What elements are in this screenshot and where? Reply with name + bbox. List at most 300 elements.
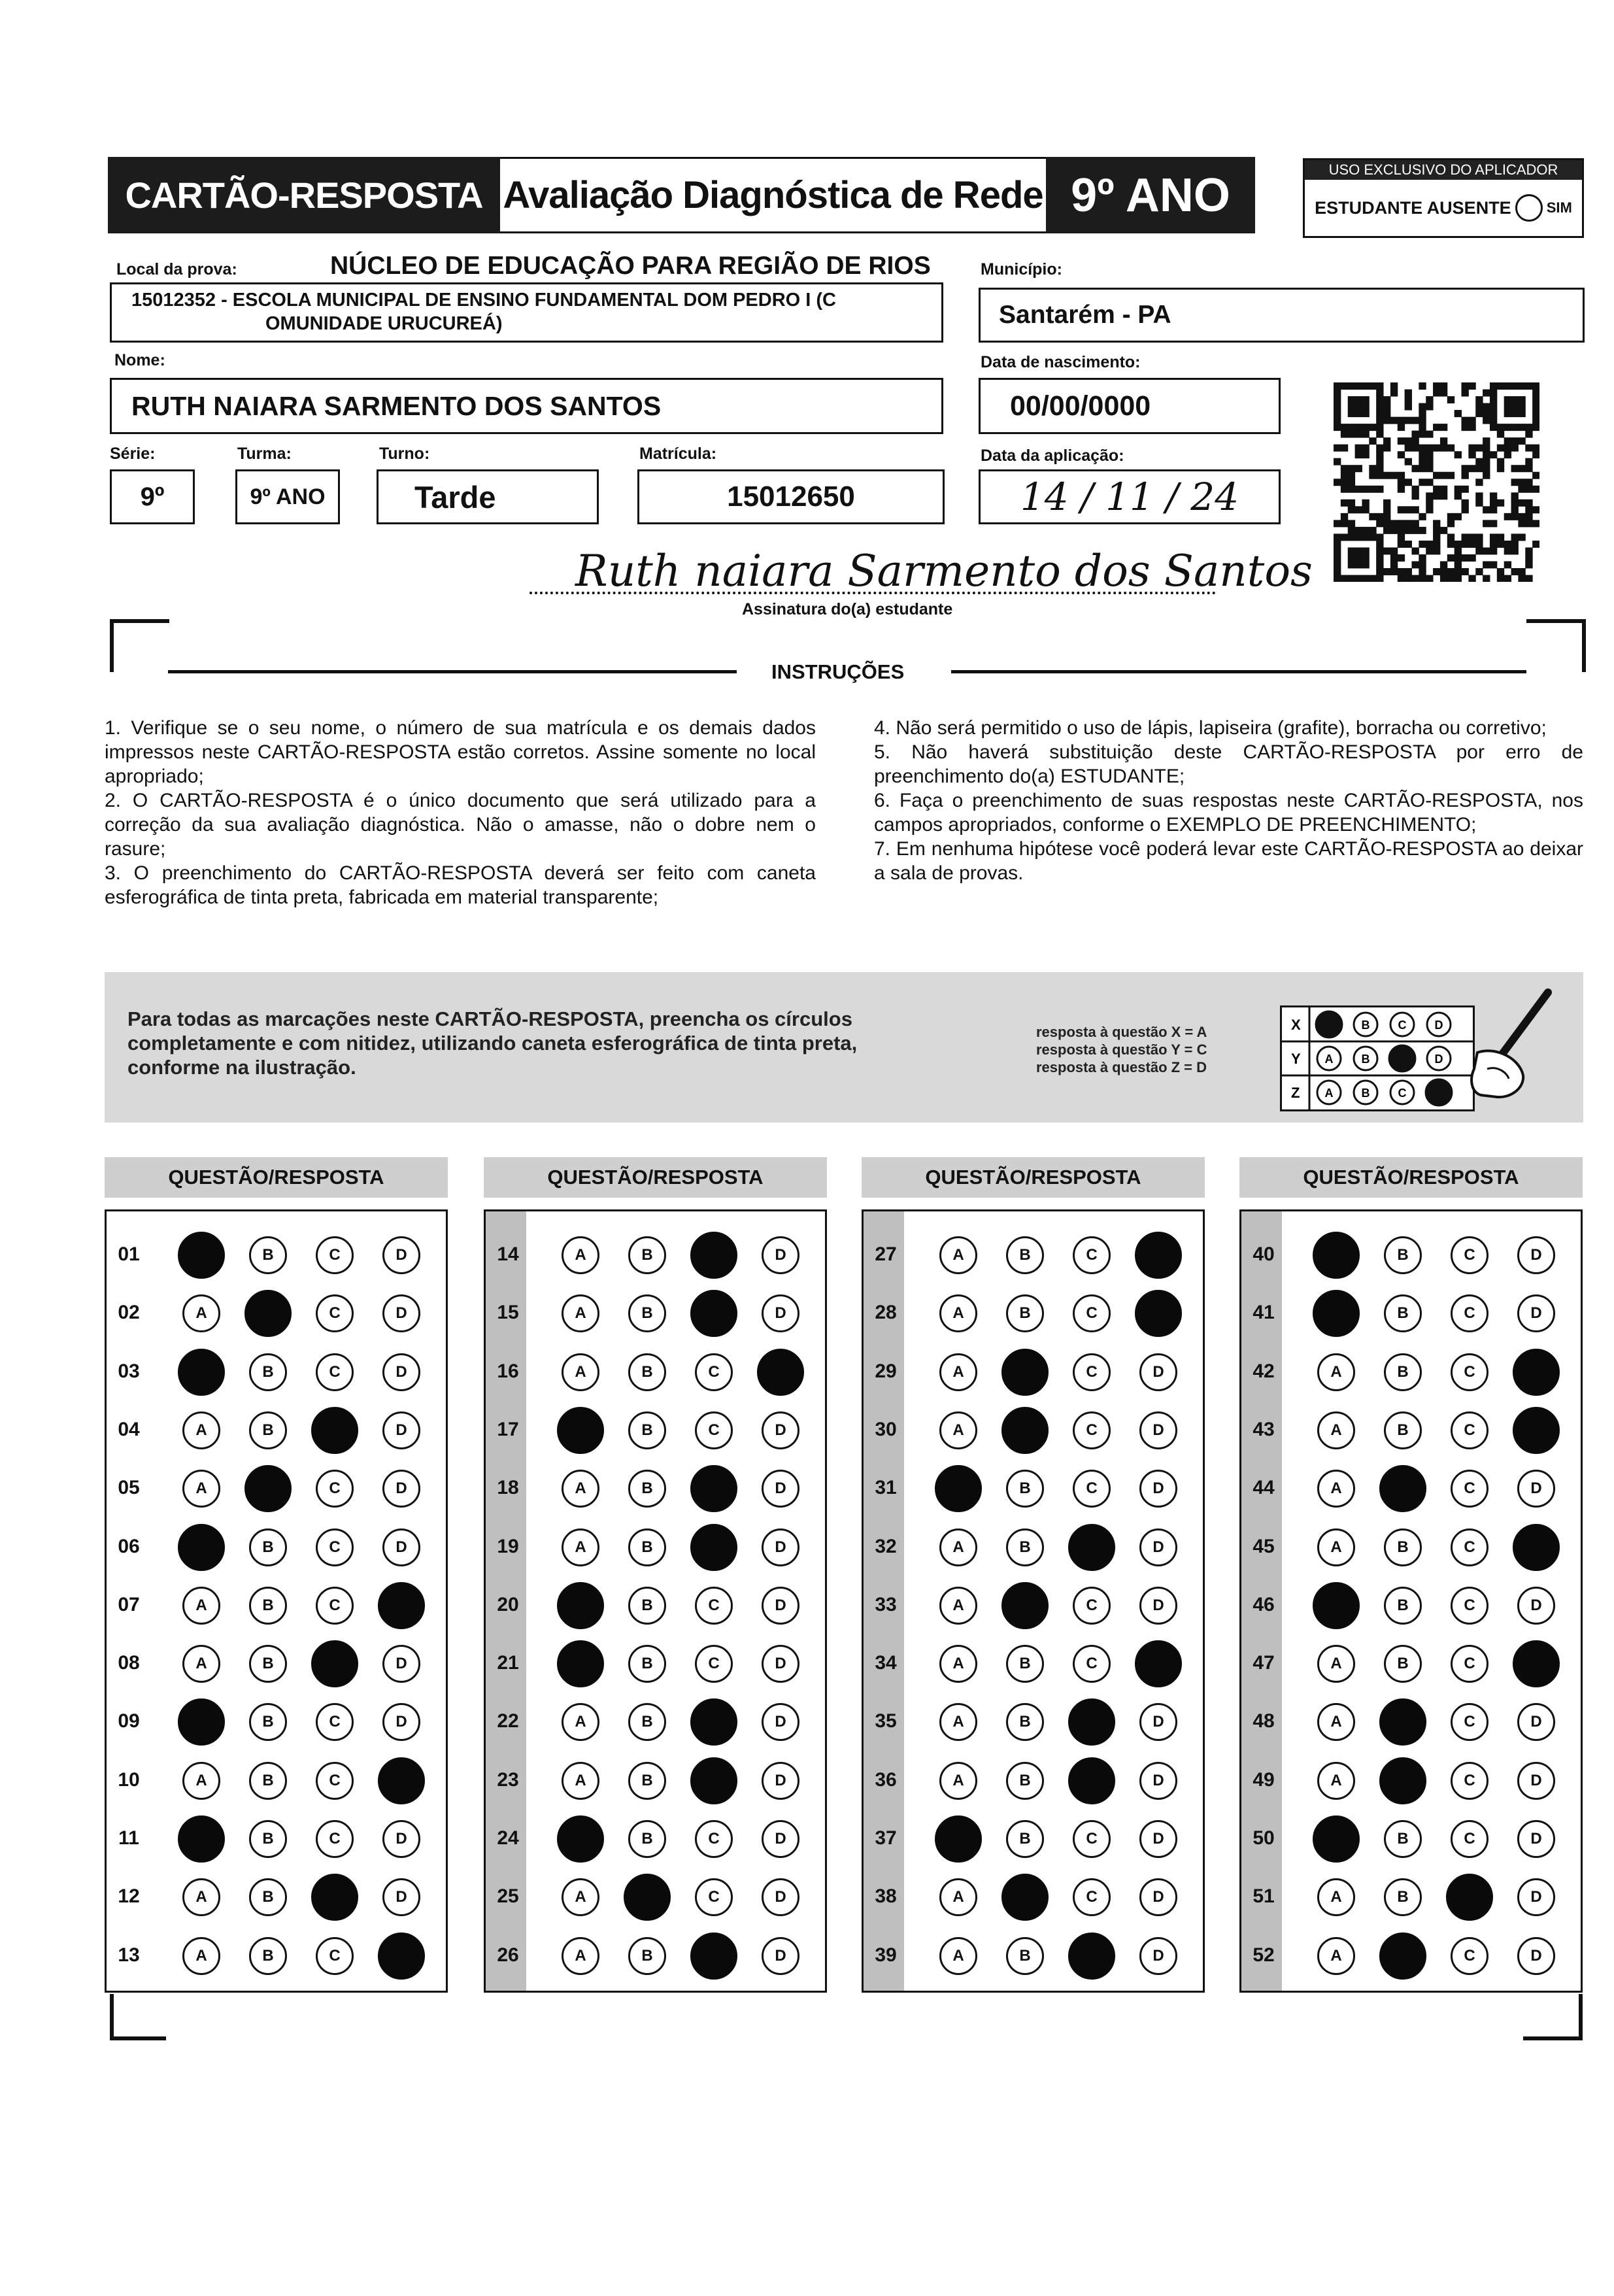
qr-module [1334,561,1341,568]
question-number: 50 [1253,1827,1275,1849]
answer-bubble-c[interactable]: C [1451,1645,1488,1683]
answer-bubble-c[interactable]: C [316,1820,354,1858]
qr-module [1398,472,1405,479]
answer-bubble-c[interactable]: C [1073,1878,1111,1916]
corner-mark-top-left [110,619,169,672]
qr-module [1426,465,1433,472]
answer-bubble-d[interactable] [378,1582,425,1629]
qr-module [1511,547,1519,554]
qr-module [1440,486,1447,493]
answer-bubble-b[interactable]: B [1006,1470,1044,1508]
answer-bubble-c[interactable] [1068,1933,1115,1980]
qr-module [1334,520,1341,527]
qr-module [1497,465,1504,472]
qr-module [1383,527,1390,534]
answer-bubble-b[interactable] [1379,1933,1426,1980]
qr-module [1518,396,1525,403]
answer-bubble-d[interactable] [378,1933,425,1980]
answer-bubble-c[interactable]: C [695,1353,733,1391]
answer-bubble-c[interactable]: C [1073,1470,1111,1508]
qr-module [1362,431,1369,438]
answer-bubble-a[interactable]: A [182,1645,220,1683]
qr-module [1440,424,1447,431]
qr-module [1341,431,1348,438]
answer-column-3 [862,1209,1205,1993]
answer-bubble-d[interactable]: D [1517,1937,1555,1975]
qr-module [1405,445,1412,452]
answer-bubble-a[interactable] [557,1582,604,1629]
answer-bubble-d[interactable]: D [382,1236,420,1274]
qr-module [1383,403,1390,411]
qr-module [1504,382,1511,390]
answer-bubble-a[interactable] [178,1349,225,1396]
answer-bubble-b[interactable]: B [628,1587,666,1625]
answer-bubble-b[interactable]: B [628,1937,666,1975]
answer-bubble-c[interactable] [1068,1757,1115,1804]
qr-module [1525,465,1532,472]
answer-bubble-b[interactable]: B [1006,1703,1044,1741]
answer-bubble-c[interactable]: C [316,1470,354,1508]
qr-module [1475,445,1483,452]
answer-bubble-a[interactable] [1313,1582,1360,1629]
answer-bubble-a[interactable] [935,1465,982,1512]
qr-module [1483,390,1490,397]
answer-bubble-a[interactable]: A [1317,1470,1355,1508]
example-row-label: X [1291,1017,1301,1033]
nascimento-field [979,378,1281,434]
answer-bubble-c[interactable]: C [1451,1236,1488,1274]
answer-bubble-a[interactable]: A [939,1236,977,1274]
answer-bubble-c[interactable]: C [316,1353,354,1391]
answer-bubble-a[interactable]: A [1317,1353,1355,1391]
answer-bubble-c[interactable]: C [1451,1353,1488,1391]
qr-module [1497,458,1504,465]
example-grid-graphic [1282,1007,1473,1109]
answer-bubble-a[interactable]: A [939,1528,977,1566]
answer-bubble-d[interactable]: D [762,1878,799,1916]
answer-bubble-b[interactable]: B [249,1937,287,1975]
answer-bubble-c[interactable] [1446,1874,1493,1921]
answer-bubble-a[interactable]: A [1317,1528,1355,1566]
qr-module [1483,458,1490,465]
answer-bubble-d[interactable] [1135,1290,1182,1337]
answer-bubble-c[interactable] [690,1290,737,1337]
answer-bubble-c[interactable]: C [316,1703,354,1741]
answer-column-header: QUESTÃO/RESPOSTA [105,1157,448,1198]
answer-bubble-c[interactable] [690,1524,737,1571]
qr-module [1419,513,1426,520]
answer-bubble-d[interactable]: D [1517,1878,1555,1916]
answer-bubble-c[interactable]: C [316,1587,354,1625]
answer-bubble-a[interactable]: A [939,1937,977,1975]
answer-bubble-b[interactable]: B [628,1528,666,1566]
answer-bubble-c[interactable]: C [316,1528,354,1566]
qr-module [1490,417,1497,424]
answer-bubble-d[interactable]: D [382,1645,420,1683]
answer-bubble-a[interactable]: A [562,1294,599,1332]
answer-bubble-a[interactable]: A [562,1937,599,1975]
answer-bubble-d[interactable]: D [1139,1937,1177,1975]
qr-module [1447,575,1454,582]
answer-bubble-b[interactable]: B [249,1236,287,1274]
answer-bubble-d[interactable]: D [1139,1470,1177,1508]
answer-bubble-d[interactable] [1513,1349,1560,1396]
answer-bubble-b[interactable]: B [628,1820,666,1858]
answer-bubble-a[interactable] [557,1815,604,1863]
answer-bubble-d[interactable]: D [1139,1878,1177,1916]
answer-bubble-b[interactable]: B [249,1353,287,1391]
card-title-text: CARTÃO-RESPOSTA [125,175,483,216]
answer-bubble-d[interactable]: D [762,1645,799,1683]
answer-bubble-a[interactable]: A [1317,1937,1355,1975]
answer-bubble-c[interactable]: C [695,1878,733,1916]
question-number: 32 [875,1535,897,1557]
answer-bubble-b[interactable]: B [249,1878,287,1916]
answer-bubble-c[interactable] [311,1407,358,1454]
answer-bubble-d[interactable] [757,1349,804,1396]
qr-module [1462,465,1469,472]
qr-module [1355,527,1362,534]
answer-bubble-d[interactable]: D [382,1703,420,1741]
qr-module [1511,424,1519,431]
qr-module [1497,424,1504,431]
answer-bubble-c[interactable] [311,1874,358,1921]
answer-bubble-b[interactable]: B [628,1353,666,1391]
answer-bubble-b[interactable] [1001,1582,1049,1629]
answer-bubble-d[interactable]: D [762,1762,799,1800]
answer-bubble-b[interactable]: B [249,1703,287,1741]
qr-module [1511,403,1519,411]
answer-bubble-d[interactable]: D [1139,1820,1177,1858]
answer-bubble-c[interactable]: C [1451,1528,1488,1566]
qr-module [1348,499,1355,507]
qr-module [1411,492,1419,499]
answer-bubble-d[interactable]: D [382,1353,420,1391]
answer-bubble-c[interactable]: C [1451,1470,1488,1508]
answer-bubble-a[interactable]: A [562,1470,599,1508]
answer-bubble-b[interactable]: B [1384,1353,1422,1391]
answer-bubble-c[interactable] [690,1465,737,1512]
answer-bubble-a[interactable]: A [939,1645,977,1683]
answer-bubble-a[interactable] [1313,1290,1360,1337]
answer-bubble-a[interactable]: A [1317,1878,1355,1916]
answer-bubble-d[interactable]: D [762,1411,799,1449]
serie-field [110,469,195,524]
answer-bubble-c[interactable] [311,1640,358,1687]
answer-bubble-d[interactable]: D [1139,1587,1177,1625]
answer-bubble-d[interactable]: D [1139,1411,1177,1449]
aplicacao-field [979,469,1281,524]
answer-bubble-c[interactable]: C [1451,1294,1488,1332]
answer-bubble-d[interactable]: D [382,1294,420,1332]
answer-bubble-b[interactable] [624,1874,671,1921]
answer-bubble-d[interactable]: D [762,1294,799,1332]
answer-bubble-a[interactable] [557,1407,604,1454]
answer-bubble-c[interactable] [690,1698,737,1746]
answer-bubble-d[interactable] [1513,1640,1560,1687]
answer-bubble-b[interactable]: B [1006,1762,1044,1800]
answer-bubble-d[interactable] [378,1757,425,1804]
example-grid [1280,1005,1475,1111]
qr-module [1518,486,1525,493]
answer-bubble-b[interactable] [1001,1874,1049,1921]
answer-bubble-c[interactable]: C [1073,1645,1111,1683]
answer-bubble-b[interactable]: B [249,1528,287,1566]
answer-bubble-d[interactable]: D [762,1937,799,1975]
qr-module [1497,431,1504,438]
matricula-field [637,469,945,524]
absent-checkbox[interactable] [1515,194,1543,222]
answer-bubble-a[interactable]: A [562,1528,599,1566]
answer-bubble-d[interactable]: D [762,1528,799,1566]
answer-bubble-d[interactable]: D [1517,1587,1555,1625]
answer-bubble-a[interactable]: A [1317,1411,1355,1449]
answer-bubble-b[interactable] [1001,1407,1049,1454]
qr-module [1376,417,1383,424]
qr-module [1490,451,1497,458]
qr-module [1525,513,1532,520]
qr-module [1454,451,1462,458]
answer-bubble-a[interactable] [178,1815,225,1863]
qr-module [1490,499,1497,507]
answer-bubble-a[interactable]: A [182,1294,220,1332]
answer-bubble-b[interactable]: B [1384,1820,1422,1858]
qr-module [1405,437,1412,445]
nome-label: Nome: [114,351,165,369]
answer-bubble-c[interactable]: C [1451,1820,1488,1858]
qr-module [1334,541,1341,548]
answer-bubble-a[interactable] [178,1524,225,1571]
question-number: 47 [1253,1652,1275,1674]
answer-bubble-b[interactable]: B [628,1703,666,1741]
answer-bubble-c[interactable] [1068,1524,1115,1571]
question-number: 04 [118,1418,140,1440]
answer-bubble-a[interactable]: A [939,1762,977,1800]
question-number: 30 [875,1418,897,1440]
answer-bubble-d[interactable] [1135,1232,1182,1279]
answer-bubble-a[interactable]: A [562,1762,599,1800]
answer-bubble-d[interactable]: D [382,1528,420,1566]
qr-module [1433,568,1440,575]
qr-module [1475,410,1483,417]
corner-mark-top-right [1526,619,1586,672]
answer-bubble-b[interactable]: B [1384,1878,1422,1916]
answer-bubble-c[interactable]: C [1451,1937,1488,1975]
answer-bubble-a[interactable]: A [939,1294,977,1332]
answer-bubble-d[interactable]: D [762,1236,799,1274]
answer-bubble-d[interactable]: D [1517,1762,1555,1800]
answer-bubble-a[interactable]: A [939,1411,977,1449]
qr-module [1383,396,1390,403]
answer-bubble-b[interactable]: B [1384,1294,1422,1332]
qr-module [1475,547,1483,554]
answer-bubble-d[interactable]: D [762,1820,799,1858]
answer-bubble-b[interactable]: B [249,1645,287,1683]
qr-module [1468,575,1475,582]
answer-bubble-a[interactable]: A [182,1587,220,1625]
qr-module [1475,396,1483,403]
answer-bubble-b[interactable]: B [1384,1528,1422,1566]
qr-module [1348,479,1355,486]
answer-bubble-b[interactable]: B [628,1411,666,1449]
answer-bubble-c[interactable] [690,1933,737,1980]
answer-bubble-a[interactable]: A [182,1878,220,1916]
turno-value: Tarde [414,479,496,515]
answer-bubble-d[interactable]: D [1139,1528,1177,1566]
qr-module [1355,382,1362,390]
answer-bubble-c[interactable]: C [1073,1587,1111,1625]
answer-bubble-d[interactable]: D [1517,1470,1555,1508]
answer-bubble-d[interactable]: D [762,1587,799,1625]
answer-bubble-c[interactable]: C [695,1820,733,1858]
answer-bubble-a[interactable]: A [562,1703,599,1741]
answer-bubble-d[interactable] [1513,1407,1560,1454]
qr-module [1468,541,1475,548]
answer-bubble-c[interactable]: C [1073,1294,1111,1332]
answer-bubble-b[interactable]: B [1006,1236,1044,1274]
answer-bubble-c[interactable]: C [1073,1236,1111,1274]
answer-bubble-a[interactable]: A [182,1470,220,1508]
answer-bubble-d[interactable]: D [1139,1762,1177,1800]
answer-bubble-d[interactable]: D [762,1703,799,1741]
answer-bubble-a[interactable] [1313,1232,1360,1279]
qr-module [1348,472,1355,479]
answer-bubble-b[interactable]: B [1384,1587,1422,1625]
answer-bubble-d[interactable]: D [382,1820,420,1858]
qr-module [1532,520,1539,527]
answer-bubble-b[interactable] [244,1465,292,1512]
answer-bubble-a[interactable]: A [939,1703,977,1741]
answer-bubble-c[interactable]: C [316,1236,354,1274]
qr-module [1369,382,1376,390]
answer-bubble-d[interactable] [1513,1524,1560,1571]
answer-bubble-b[interactable]: B [1006,1937,1044,1975]
answer-bubble-c[interactable]: C [695,1411,733,1449]
example-row-label: Y [1291,1051,1301,1067]
answer-bubble-d[interactable]: D [1517,1703,1555,1741]
answer-bubble-c[interactable]: C [695,1645,733,1683]
answer-bubble-d[interactable]: D [1517,1236,1555,1274]
answer-bubble-b[interactable]: B [1006,1294,1044,1332]
answer-bubble-a[interactable]: A [562,1236,599,1274]
answer-bubble-a[interactable]: A [182,1937,220,1975]
qr-module [1362,506,1369,513]
answer-bubble-d[interactable]: D [382,1411,420,1449]
qr-module [1497,568,1504,575]
answer-bubble-b[interactable]: B [628,1236,666,1274]
answer-bubble-c[interactable]: C [695,1587,733,1625]
question-number: 52 [1253,1944,1275,1966]
answer-bubble-b[interactable]: B [249,1587,287,1625]
answer-bubble-b[interactable]: B [249,1411,287,1449]
qr-module [1447,520,1454,527]
answer-bubble-a[interactable] [178,1232,225,1279]
answer-bubble-a[interactable]: A [1317,1703,1355,1741]
question-number: 40 [1253,1243,1275,1265]
question-number: 25 [497,1885,519,1908]
answer-bubble-d[interactable]: D [382,1470,420,1508]
answer-bubble-c[interactable]: C [316,1294,354,1332]
answer-bubble-d[interactable]: D [1517,1820,1555,1858]
qr-module [1525,431,1532,438]
answer-bubble-b[interactable]: B [1006,1645,1044,1683]
answer-bubble-d[interactable]: D [382,1878,420,1916]
answer-bubble-c[interactable]: C [316,1937,354,1975]
question-number: 06 [118,1535,140,1557]
answer-bubble-b[interactable]: B [628,1762,666,1800]
answer-bubble-a[interactable] [178,1698,225,1746]
answer-bubble-c[interactable]: C [1451,1587,1488,1625]
answer-bubble-b[interactable] [1379,1465,1426,1512]
answer-bubble-b[interactable]: B [1384,1236,1422,1274]
answer-bubble-a[interactable]: A [939,1878,977,1916]
answer-bubble-a[interactable]: A [182,1762,220,1800]
answer-bubble-b[interactable]: B [628,1470,666,1508]
qr-module [1376,547,1383,554]
answer-bubble-b[interactable]: B [249,1820,287,1858]
answer-bubble-c[interactable]: C [316,1762,354,1800]
answer-bubble-d[interactable]: D [1517,1294,1555,1332]
answer-bubble-b[interactable] [1001,1349,1049,1396]
answer-bubble-b[interactable]: B [1384,1411,1422,1449]
answer-bubble-c[interactable]: C [1451,1762,1488,1800]
answer-bubble-a[interactable]: A [562,1353,599,1391]
qr-module [1376,472,1383,479]
school-field [110,282,943,343]
answer-bubble-d[interactable]: D [762,1470,799,1508]
answer-bubble-a[interactable]: A [182,1411,220,1449]
answer-bubble-d[interactable]: D [1139,1703,1177,1741]
answer-bubble-d[interactable]: D [1139,1353,1177,1391]
qr-module [1376,424,1383,431]
answer-bubble-b[interactable]: B [628,1645,666,1683]
answer-bubble-a[interactable]: A [939,1587,977,1625]
answer-bubble-b[interactable]: B [628,1294,666,1332]
answer-bubble-b[interactable]: B [1006,1528,1044,1566]
answer-bubble-d[interactable] [1135,1640,1182,1687]
answer-bubble-a[interactable]: A [562,1878,599,1916]
answer-bubble-a[interactable] [1313,1815,1360,1863]
answer-bubble-b[interactable] [1379,1698,1426,1746]
answer-bubble-c[interactable]: C [1073,1411,1111,1449]
answer-bubble-a[interactable]: A [1317,1645,1355,1683]
answer-bubble-c[interactable]: C [1451,1703,1488,1741]
answer-bubble-b[interactable] [244,1290,292,1337]
qr-module [1355,533,1362,541]
qr-module [1475,499,1483,507]
answer-bubble-a[interactable]: A [1317,1762,1355,1800]
qr-module [1362,575,1369,582]
answer-bubble-b[interactable]: B [249,1762,287,1800]
answer-bubble-a[interactable]: A [939,1353,977,1391]
answer-bubble-b[interactable]: B [1384,1645,1422,1683]
qr-module [1426,547,1433,554]
qr-module [1362,499,1369,507]
answer-bubble-c[interactable]: C [1073,1353,1111,1391]
answer-bubble-c[interactable]: C [1073,1820,1111,1858]
answer-bubble-c[interactable] [690,1232,737,1279]
answer-bubble-c[interactable] [1068,1698,1115,1746]
answer-bubble-b[interactable] [1379,1757,1426,1804]
answer-bubble-a[interactable] [557,1640,604,1687]
answer-bubble-a[interactable] [935,1815,982,1863]
answer-bubble-c[interactable] [690,1757,737,1804]
signature: Ruth naiara Sarmento dos Santos [575,546,1313,596]
qr-module [1511,533,1519,541]
qr-module [1468,533,1475,541]
answer-bubble-b[interactable]: B [1006,1820,1044,1858]
answer-bubble-c[interactable]: C [1451,1411,1488,1449]
